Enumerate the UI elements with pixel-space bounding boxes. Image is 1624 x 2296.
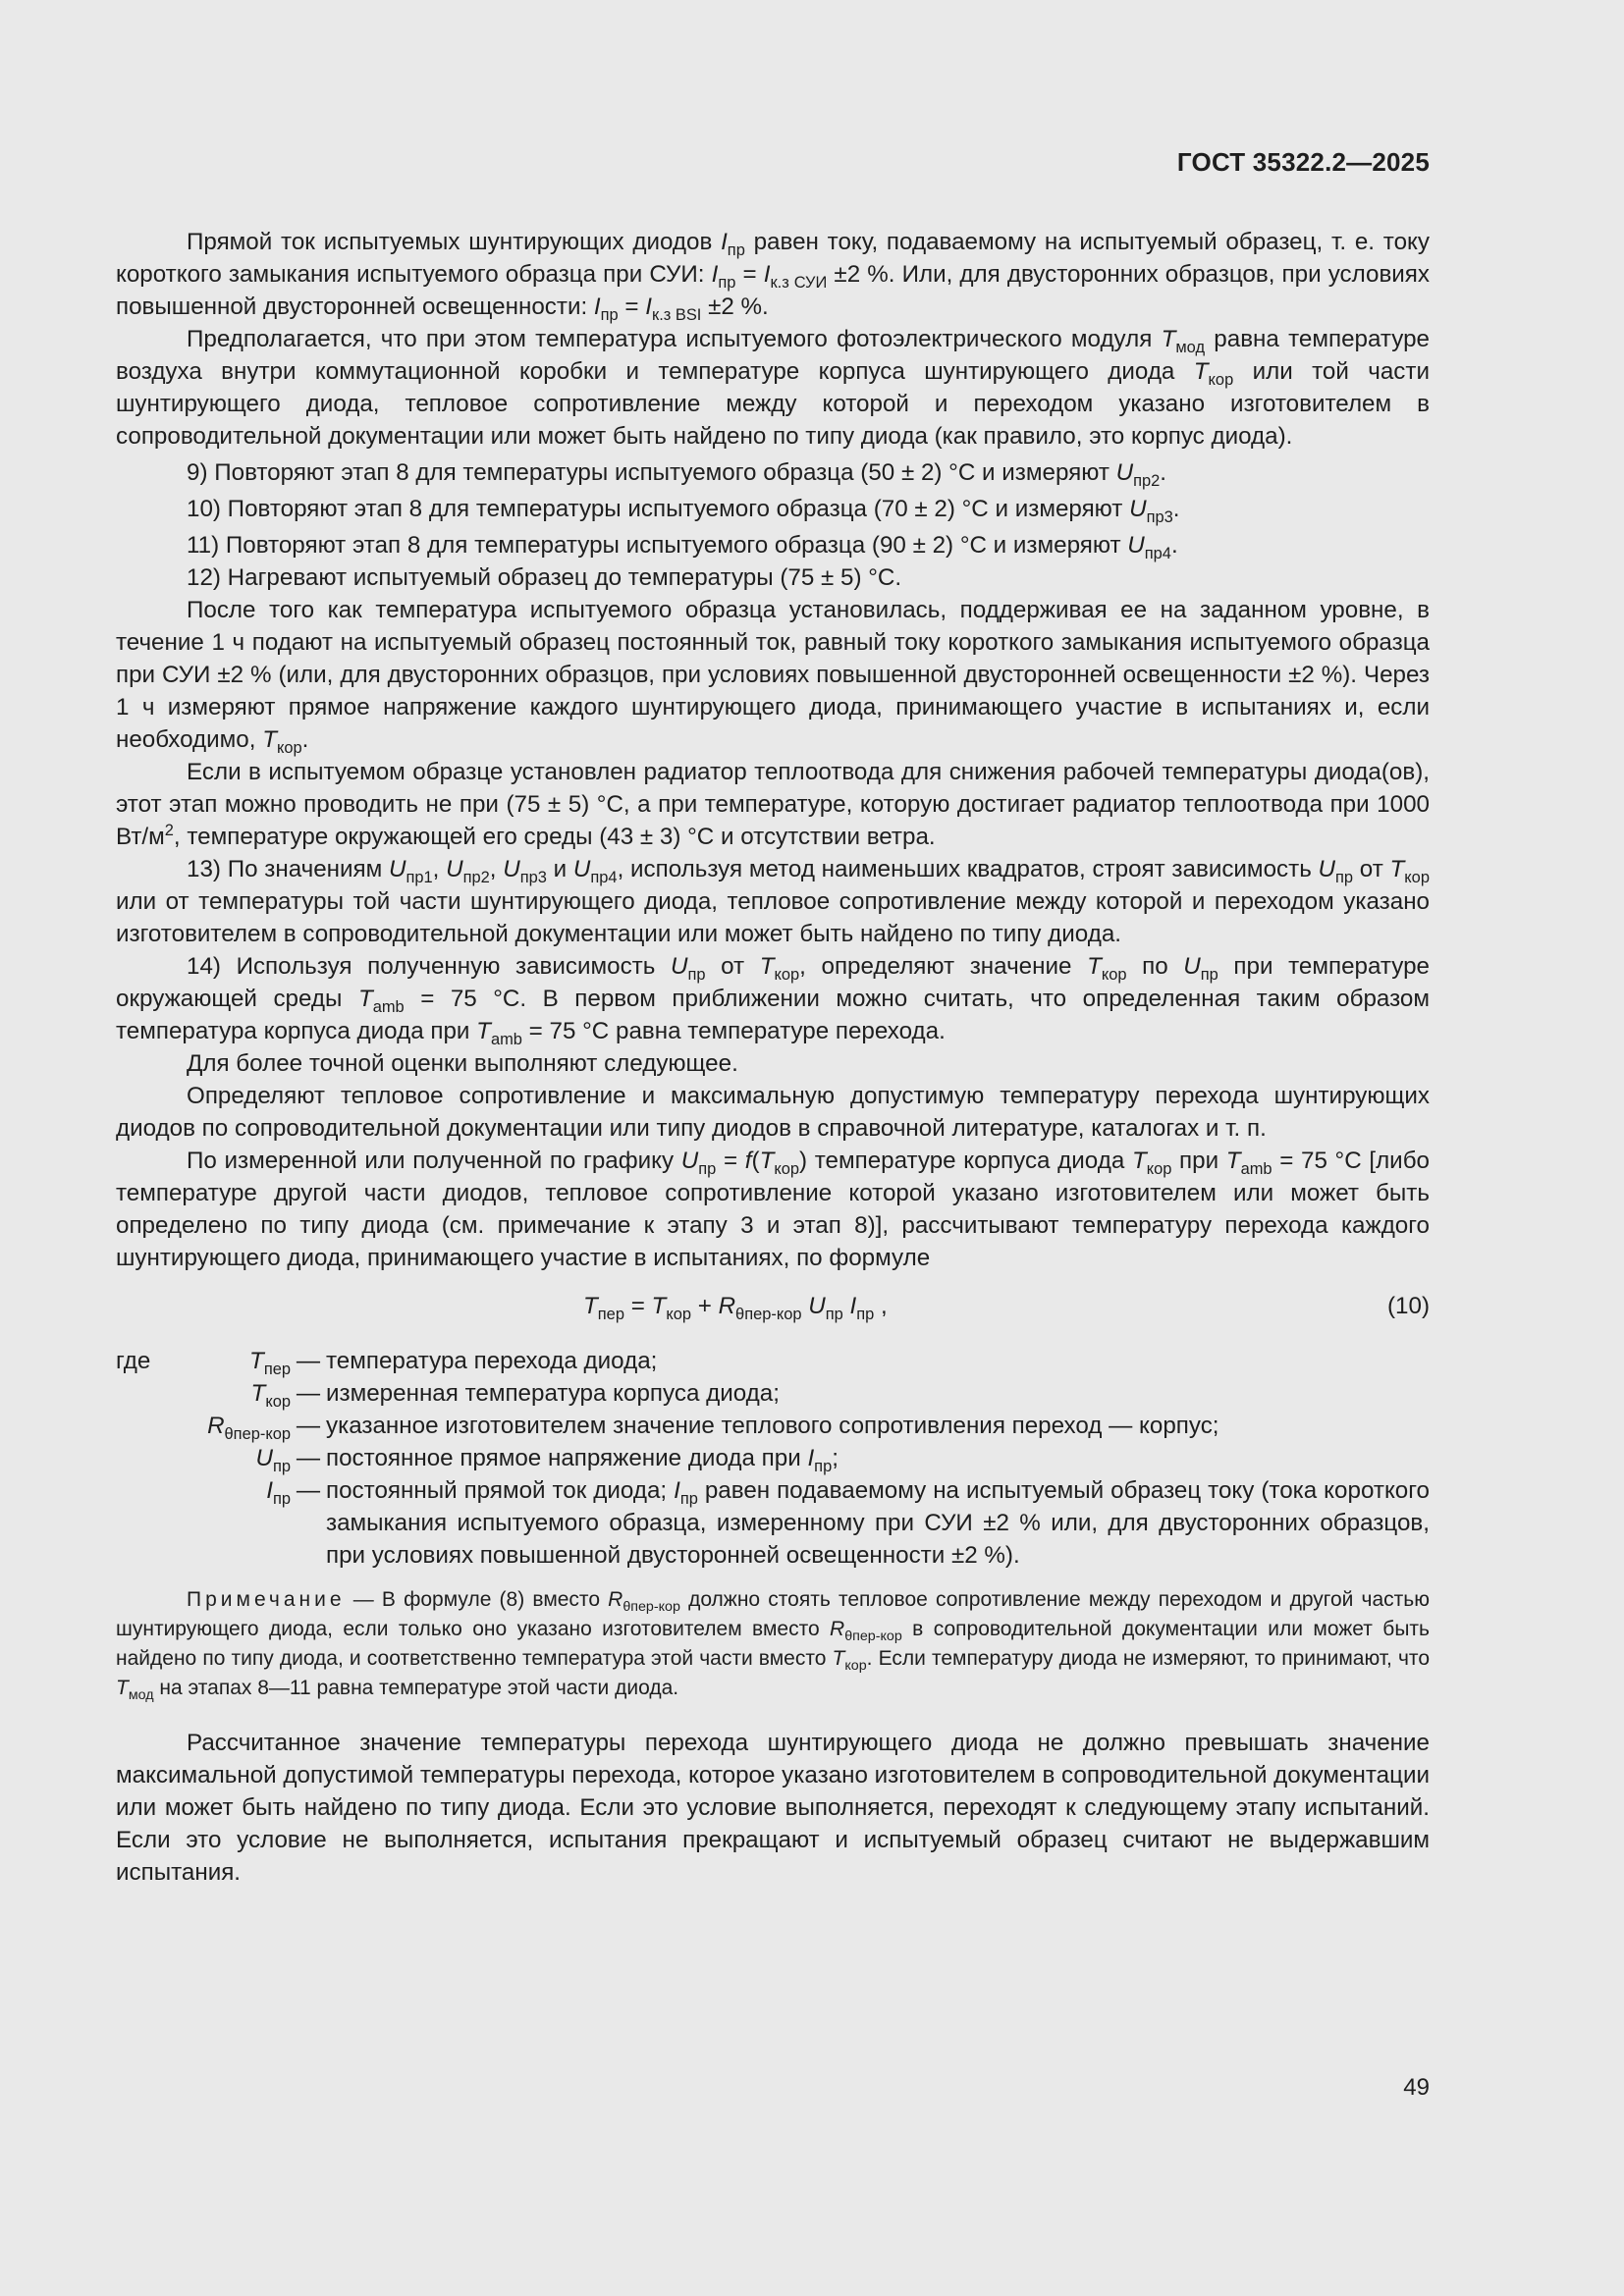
paragraph-assumption: Предполагается, что при этом температура испытуемого фотоэлектрического модуля $T_{мод}$ равна температуре воздуха внутри коммутационной коробки и температуре корпуса шунтирующего диода $T_{кор}$ или той части шунтирующего диода, тепловое сопротивление между которой и переходом указано изготовителем в сопроводительной документации или может быть найдено по типу диода (как правило, это корпус диода). — [116, 326, 1430, 450]
paragraph-determine-resistance: Определяют тепловое сопротивление и максимальную допустимую температуру перехода шунтирующих диодов по сопроводительной документации или типу диодов в справочной литературе, каталогах и т. п. — [116, 1083, 1430, 1142]
step-13: 13) По значениям $U_{пр1}$, $U_{пр2}$, $U_{пр3}$ и $U_{пр4}$, используя метод наименьших квадратов, строят зависимость $U_{пр}$ от $T_{кор}$ или от температуры той части шунтирующего диода, тепловое сопротивление между которой и переходом указано изготовителем в сопроводительной документации или может быть найдено по типу диода. — [116, 856, 1430, 947]
note-label: Примечание — [187, 1588, 346, 1611]
where-row-tper: где $T_{пер}$ — температура перехода диода; — [116, 1348, 658, 1378]
paragraph-after-stabilization: После того как температура испытуемого образца установилась, поддерживая ее на заданном уровне, в течение 1 ч подают на испытуемый образец постоянный ток, равный току короткого замыкания испытуемого образца при СУИ ±2 % (или, для двусторонних образцов, при условиях повышенной двусторонней освещенности ±2 %). Через 1 ч измеряют прямое напряжение каждого шунтирующего диода, принимающего участие в испытаниях и, если необходимо, $T_{кор}$. — [116, 597, 1430, 757]
paragraph-radiator: Если в испытуемом образце установлен радиатор теплоотвода для снижения рабочей температуры диода(ов), этот этап можно проводить не при (75 ± 5) °С, а при температуре, которую достигает радиатор теплоотвода при 1000 $Вт/м^2$, температуре окружающей его среды (43 ± 3) °С и отсутствии ветра. — [116, 759, 1430, 850]
step-9: 9) Повторяют этап 8 для температуры испытуемого образца (50 ± 2) °С и измеряют $U_{пр2}$. — [187, 459, 1167, 490]
document-body — [116, 226, 1430, 1889]
paragraph-measured-temperature: По измеренной или полученной по графику $U_{пр} = f(T_{кор})$ температуре корпуса диода $T_{кор}$ при $T_{amb} = 75$ °С [либо температуре другой части диодов, тепловое сопротивление которой указано изготовителем или может быть определено по типу диода (см. примечание к этапу 3 и этап 8)], рассчитывают температуру перехода каждого шунтирующего диода, принимающего участие в испытаниях, по формуле — [116, 1148, 1431, 1271]
page-number: 49 — [1403, 2074, 1430, 2101]
formula-number: (10) — [1386, 1293, 1430, 1319]
document-header: ГОСТ 35322.2—2025 — [1176, 147, 1430, 177]
where-row-rth: $R_{\theta пер-кор}$ — указанное изготовителем значение теплового сопротивления переход — корпус; — [207, 1413, 1219, 1443]
formula-expression: $T_{пер} = T_{кор} + R_{\theta пер-кор}$ $U_{пр}$ $I_{пр}$ , — [583, 1293, 888, 1323]
paragraph-precise-estimate: Для более точной оценки выполняют следующее. — [187, 1050, 738, 1077]
where-row-ipr: $I_{пр}$ — постоянный прямой ток диода; $I_{пр}$ равен подаваемому на испытуемый образец току (тока короткого замыкания испытуемого образца, измеренному при СУИ ±2 % или, для двусторонних образцов, при условиях повышенной двусторонней освещенности ±2 %). — [266, 1477, 1430, 1569]
formula-10 — [116, 1290, 1430, 1329]
step-12: 12) Нагревают испытуемый образец до температуры (75 ± 5) °С. — [187, 564, 902, 591]
step-10: 10) Повторяют этап 8 для температуры испытуемого образца (70 ± 2) °С и измеряют $U_{пр3}$. — [187, 496, 1180, 526]
step-14: 14) Используя полученную зависимость $U_{пр}$ от $T_{кор}$, определяют значение $T_{кор}$ по $U_{пр}$ при температуре окружающей среды $T_{amb} = 75$ °С. В первом приближении можно считать, что определенная таким образом температура корпуса диода при $T_{amb} = 75$ °С равна температуре перехода. — [116, 953, 1430, 1048]
note-block: Примечание — В формуле (8) вместо $R_{\theta пер-кор}$ должно стоять тепловое сопротивление между переходом и другой частью шунтирующего диода, если только оно указано изготовителем вместо $R_{\theta пер-кор}$ в сопроводительной документации или может быть найдено по типу диода, и соответственно температура этой части вместо $T_{кор}$. Если температуру диода не измеряют, то принимают, что $T_{мод}$ на этапах 8—11 равна температуре этой части диода. — [116, 1588, 1430, 1703]
paragraph-final: Рассчитанное значение температуры перехода шунтирующего диода не должно превышать значение максимальной допустимой температуры перехода, которое указано изготовителем в сопроводительной документации или может быть найдено по типу диода. Если это условие выполняется, переходят к следующему этапу испытаний. Если это условие не выполняется, испытания прекращают и испытуемый образец считают не выдержавшим испытания. — [116, 1730, 1430, 1886]
symbol-explanations — [116, 1345, 1430, 1572]
paragraph-forward-current: Прямой ток испытуемых шунтирующих диодов $I_{пр}$ равен току, подаваемому на испытуемый образец, т. е. току короткого замыкания испытуемого образца при СУИ: $I_{пр} = I_{к.з СУИ} \pm 2$ %. Или, для двусторонних образцов, при условиях повышенной двусторонней освещенности: $I_{пр} = I_{к.з BSI} \pm 2$ %. — [116, 229, 1430, 324]
where-row-tkor: $T_{кор}$ — измеренная температура корпуса диода; — [250, 1380, 780, 1411]
step-11: 11) Повторяют этап 8 для температуры испытуемого образца (90 ± 2) °С и измеряют $U_{пр4}$. — [187, 532, 1178, 562]
where-row-upr: $U_{пр}$ — постоянное прямое напряжение диода при $I_{пр}$; — [255, 1445, 839, 1475]
